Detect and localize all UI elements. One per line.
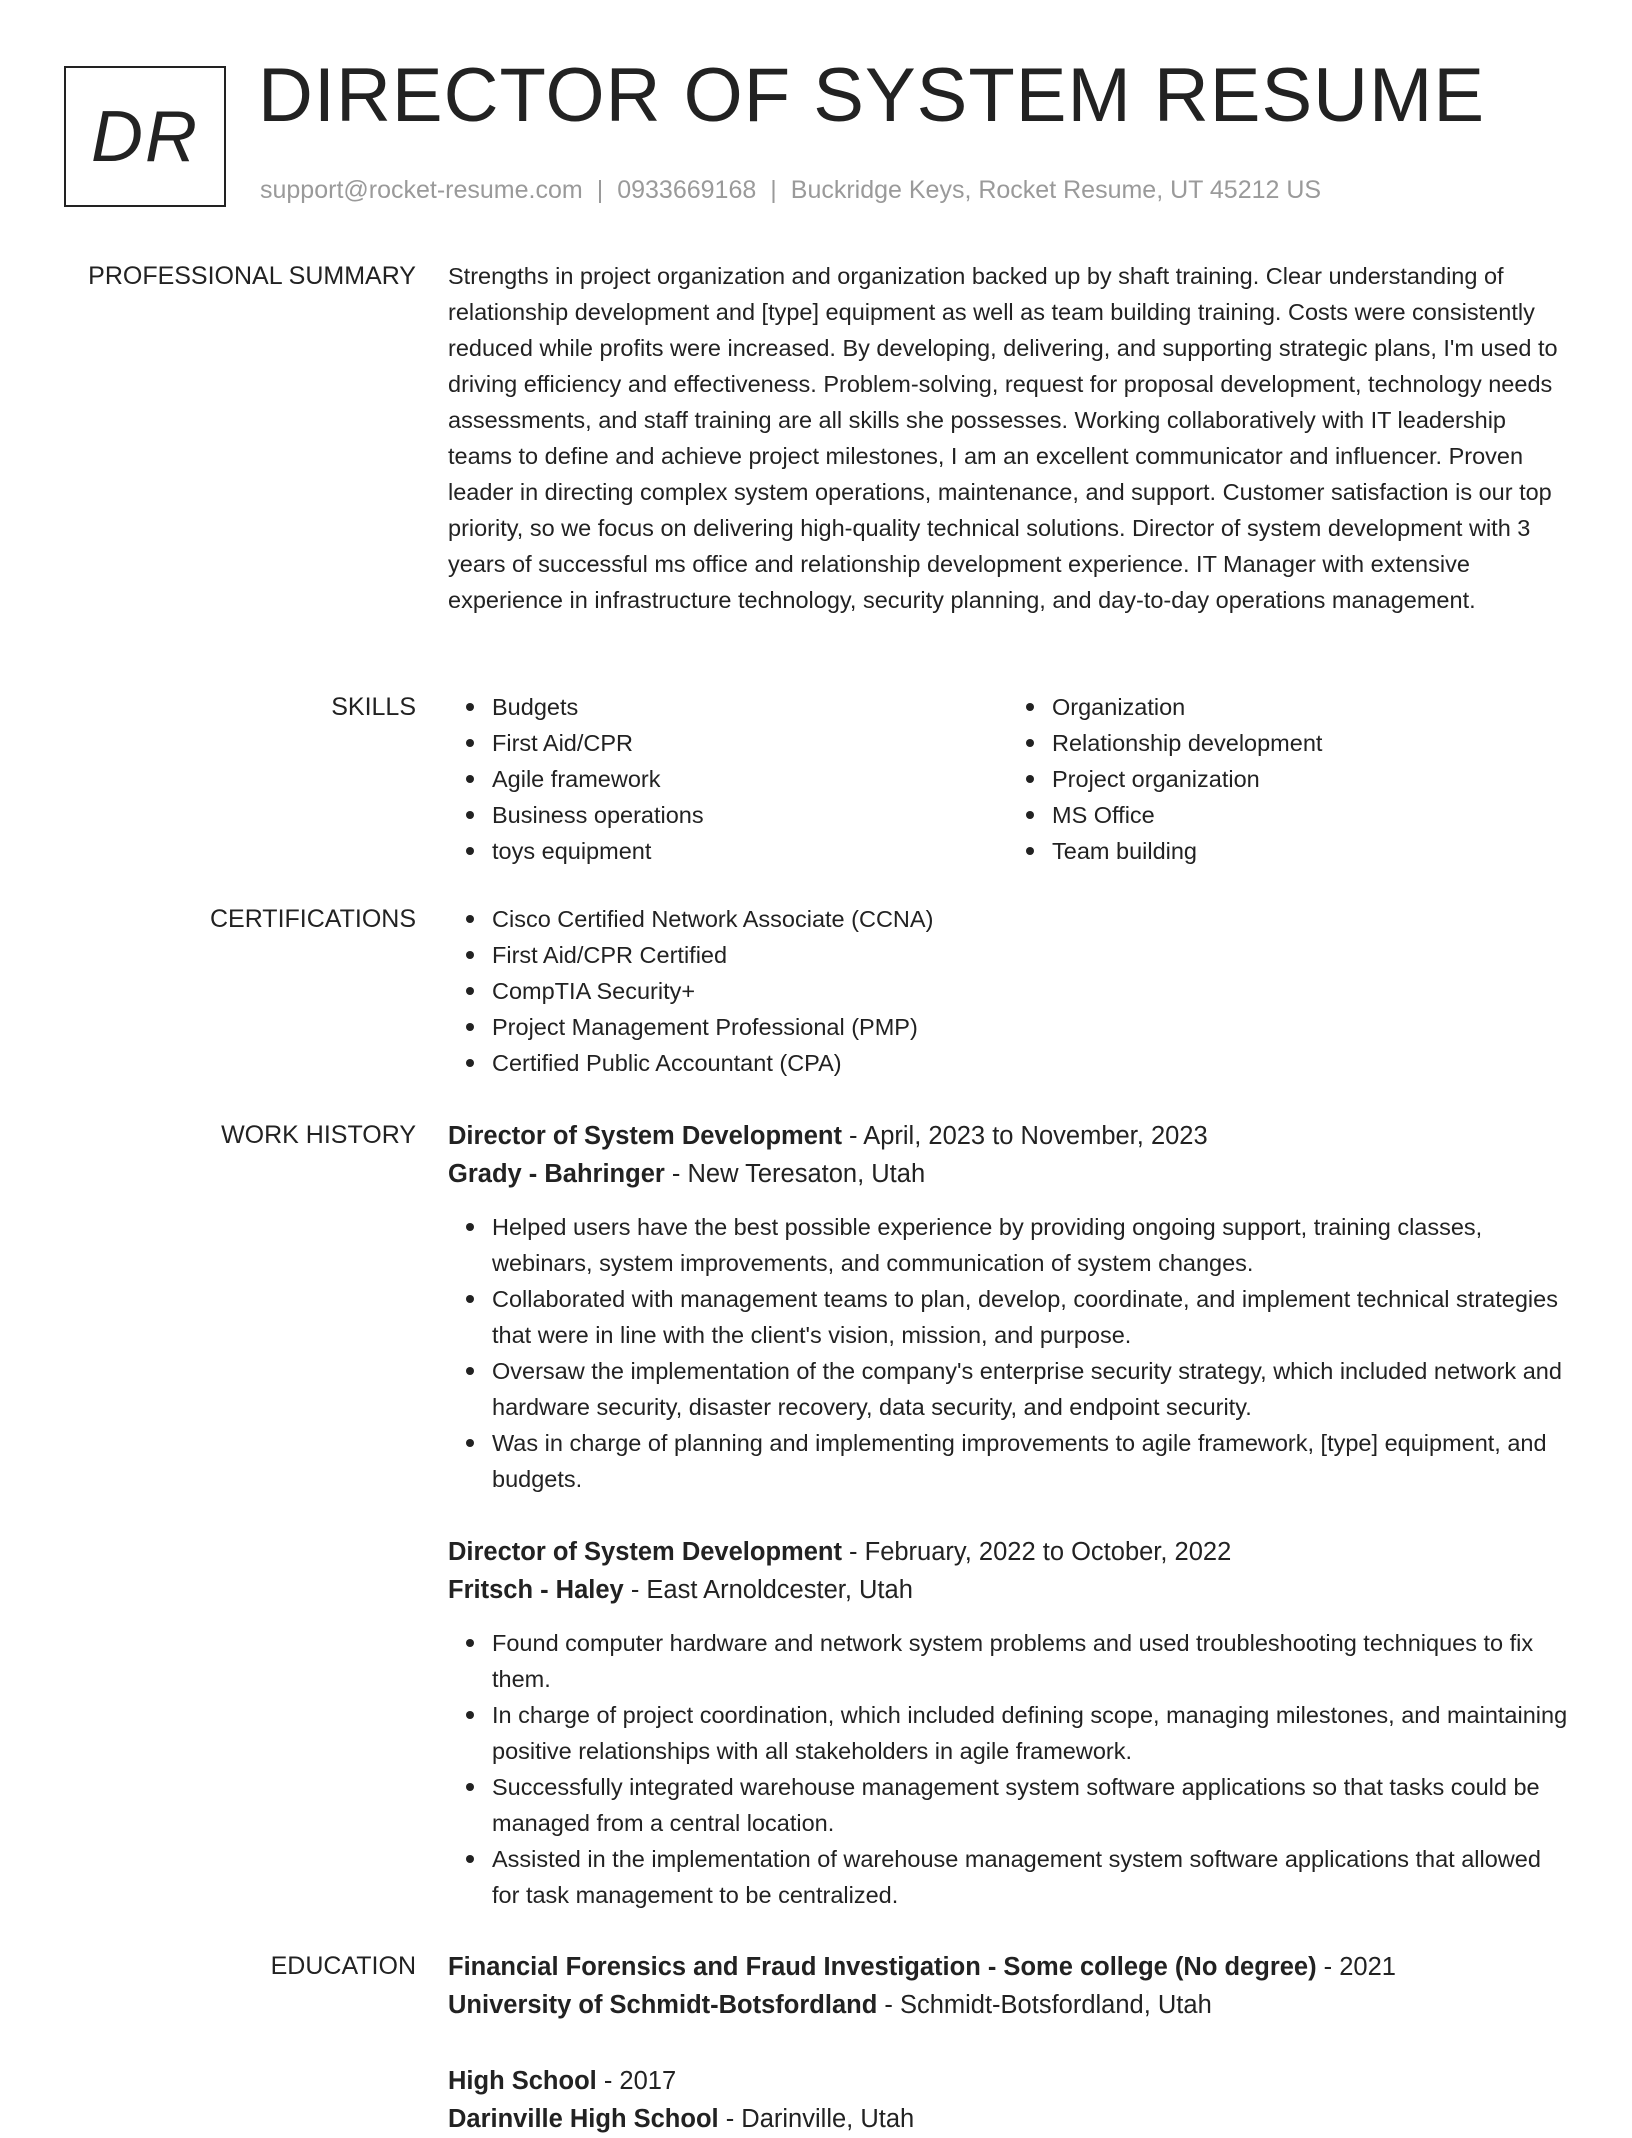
skill-item: First Aid/CPR xyxy=(492,725,1008,761)
section-heading-skills: SKILLS xyxy=(331,693,416,721)
skill-item: Business operations xyxy=(492,797,1008,833)
job-company-line xyxy=(448,1155,1568,1193)
job-title: Director of System Development xyxy=(448,1122,842,1150)
monogram-initials: DR xyxy=(91,96,199,177)
job-company: Fritsch - Haley xyxy=(448,1576,624,1604)
education-degree: Financial Forensics and Fraud Investigation - Some college (No degree) xyxy=(448,1953,1317,1981)
education-entry xyxy=(448,1948,1568,2024)
skill-item: Relationship development xyxy=(1052,725,1568,761)
education-school-line xyxy=(448,2100,1568,2138)
job-company-line xyxy=(448,1571,1568,1609)
skills-list-left xyxy=(448,689,1008,869)
section-heading-education: EDUCATION xyxy=(270,1952,416,1980)
job-bullet: Was in charge of planning and implementing improvements to agile framework, [type] equipment, and budgets. xyxy=(492,1425,1568,1497)
education-year: - 2021 xyxy=(1316,1953,1396,1981)
education-degree: High School xyxy=(448,2067,597,2095)
job-bullet: Collaborated with management teams to plan, develop, coordinate, and implement technical strategies that were in line with the client's vision, mission, and purpose. xyxy=(492,1281,1568,1353)
skill-item: Team building xyxy=(1052,833,1568,869)
job-entry xyxy=(448,1117,1568,1497)
skill-item: Organization xyxy=(1052,689,1568,725)
education-degree-line xyxy=(448,1948,1568,1986)
resume-title: DIRECTOR OF SYSTEM RESUME xyxy=(258,53,1486,138)
certification-item: CompTIA Security+ xyxy=(492,973,1568,1009)
job-bullet: Helped users have the best possible experience by providing ongoing support, training classes, webinars, system improvements, and communication of system changes. xyxy=(492,1209,1568,1281)
education-school: University of Schmidt-Botsfordland xyxy=(448,1991,878,2019)
job-location: - New Teresaton, Utah xyxy=(664,1160,926,1188)
contact-address: Buckridge Keys, Rocket Resume, UT 45212 US xyxy=(790,176,1322,204)
contact-phone[interactable]: 0933669168 xyxy=(617,176,757,204)
skills-list-right xyxy=(1008,689,1568,869)
job-bullet: In charge of project coordination, which included defining scope, managing milestones, and maintaining positive relationships with all stakeholders in agile framework. xyxy=(492,1697,1568,1769)
job-location: - East Arnoldcester, Utah xyxy=(623,1576,913,1604)
work-history-body-cont xyxy=(448,1533,1568,1913)
education-location: - Darinville, Utah xyxy=(718,2105,915,2133)
job-dates: - February, 2022 to October, 2022 xyxy=(841,1538,1232,1566)
education-entry xyxy=(448,2062,1568,2138)
contact-line xyxy=(260,176,1321,205)
job-dates: - April, 2023 to November, 2023 xyxy=(841,1122,1208,1150)
section-heading-work-history: WORK HISTORY xyxy=(221,1121,416,1149)
summary-body xyxy=(448,258,1568,618)
education-body xyxy=(448,1948,1568,2138)
summary-text: Strengths in project organization and organization backed up by shaft training. Clear understanding of relationship development and [type] equipment as well as team building training. Costs were consistently reduced while profits were increased. By developing, delivering, and supporting strategic plans, I'm used to driving efficiency and effectiveness. Problem-solving, request for proposal development, technology needs assessments, and staff training are all skills she possesses. Working collaboratively with IT leadership teams to define and achieve project milestones, I am an excellent communicator and influencer. Proven leader in directing complex system operations, maintenance, and support. Customer satisfaction is our top priority, so we focus on delivering high-quality technical solutions. Director of system development with 3 years of successful ms office and relationship development experience. IT Manager with extensive experience in infrastructure technology, security planning, and day-to-day operations management. xyxy=(448,263,1558,613)
contact-email[interactable]: support@rocket-resume.com xyxy=(260,176,583,204)
certifications-list xyxy=(448,901,1568,1081)
job-bullets xyxy=(448,1209,1568,1497)
education-year: - 2017 xyxy=(596,2067,677,2095)
job-entry xyxy=(448,1533,1568,1913)
section-heading-summary: PROFESSIONAL SUMMARY xyxy=(88,262,416,290)
education-location: - Schmidt-Botsfordland, Utah xyxy=(877,1991,1212,2019)
certification-item: Certified Public Accountant (CPA) xyxy=(492,1045,1568,1081)
certification-item: Project Management Professional (PMP) xyxy=(492,1009,1568,1045)
job-bullet: Found computer hardware and network system problems and used troubleshooting techniques to fix them. xyxy=(492,1625,1568,1697)
work-history-body xyxy=(448,1117,1568,1497)
monogram-badge xyxy=(64,66,226,207)
contact-separator: | xyxy=(596,176,604,204)
skill-item: Budgets xyxy=(492,689,1008,725)
education-school: Darinville High School xyxy=(448,2105,719,2133)
education-school-line xyxy=(448,1986,1568,2024)
certifications-body xyxy=(448,901,1568,1081)
job-title-line xyxy=(448,1533,1568,1571)
skill-item: Agile framework xyxy=(492,761,1008,797)
contact-separator: | xyxy=(770,176,777,204)
job-company: Grady - Bahringer xyxy=(448,1160,665,1188)
job-bullet: Assisted in the implementation of warehouse management system software applications that allowed for task management to be centralized. xyxy=(492,1841,1568,1913)
job-title: Director of System Development xyxy=(448,1538,842,1566)
job-bullets xyxy=(448,1625,1568,1913)
certification-item: Cisco Certified Network Associate (CCNA) xyxy=(492,901,1568,937)
section-heading-certifications: CERTIFICATIONS xyxy=(209,905,416,933)
skills-body xyxy=(448,689,1568,869)
job-title-line xyxy=(448,1117,1568,1155)
education-degree-line xyxy=(448,2062,1568,2100)
skill-item: toys equipment xyxy=(492,833,1008,869)
job-bullet: Oversaw the implementation of the company's enterprise security strategy, which included network and hardware security, disaster recovery, data security, and endpoint security. xyxy=(492,1353,1568,1425)
job-bullet: Successfully integrated warehouse management system software applications so that tasks could be managed from a central location. xyxy=(492,1769,1568,1841)
skill-item: Project organization xyxy=(1052,761,1568,797)
skill-item: MS Office xyxy=(1052,797,1568,833)
certification-item: First Aid/CPR Certified xyxy=(492,937,1568,973)
